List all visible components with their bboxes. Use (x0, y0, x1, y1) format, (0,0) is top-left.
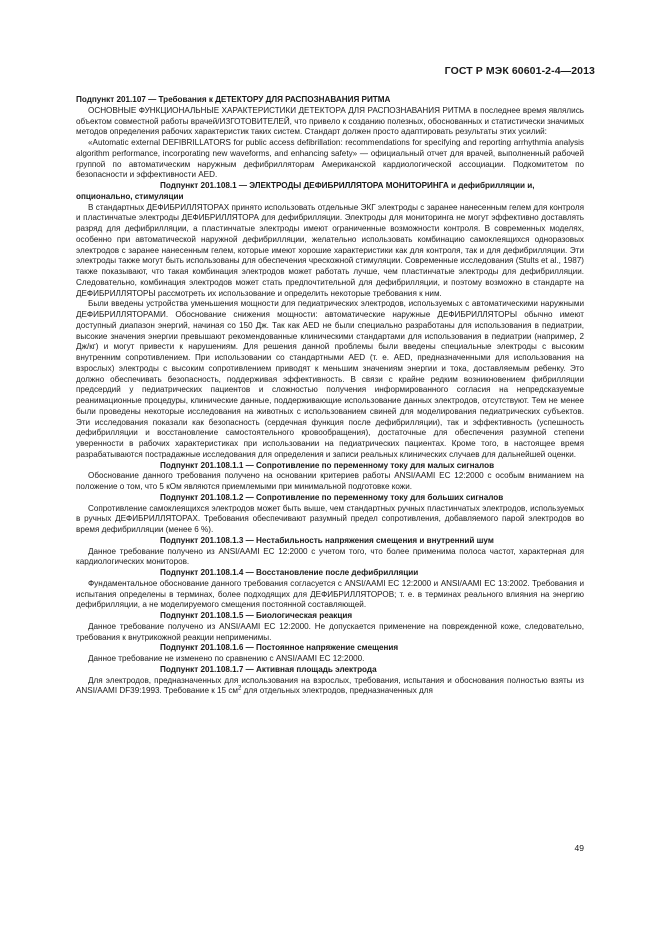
section-heading: Подпункт 201.108.1.3 — Нестабильность напряжения смещения и внутренний шум (160, 535, 494, 545)
page-number: 49 (574, 843, 584, 853)
section-heading: Подпункт 201.107 — Требования к ДЕТЕКТОРУ ДЛЯ РАСПОЗНАВАНИЯ РИТМА (76, 95, 391, 104)
section-heading: Подпункт 201.108.1.1 — Сопротивление по переменному току для малых сигналов (160, 460, 495, 470)
section-heading: Подпункт 201.108.1.5 — Биологическая реакция (160, 611, 353, 620)
body-paragraph: Данное требование получено из ANSI/AAMI EC 12:2000. Не допускается применение на поврежденной коже, следовательно, требования к внутрикожной реакции неприменимы. (76, 621, 584, 642)
section-heading: Подпункт 201.108.1.7 — Активная площадь электрода (160, 664, 377, 674)
superscript: 2 (237, 685, 242, 692)
body-paragraph: Обоснование данного требования получено на основании критериев работы ANSI/AAMI EC 12:2000 с особым вниманием на положение о том, что 5 кОм являются приемлемыми при минимальной подготовке кожи. (76, 471, 584, 491)
document-body (76, 95, 584, 697)
section-heading: Подпункт 201.108.1.2 — Сопротивление по переменному току для больших сигналов (160, 492, 504, 502)
body-paragraph: В стандартных ДЕФИБРИЛЛЯТОРАХ принято использовать отдельные ЭКГ электроды с заранее нанесенным гелем для контроля и пластинчатые электроды ДЕФИБРИЛЛЯТОРА для дефибрилляции. Электроды для мониторинга не могут эффективно доставлять разряд для дефибрилляции, а пластинчатые электроды имеют ограниченные возможности контроля. В современных моделях, особенно при автоматической наружной дефибрилляции, желательно использовать комбинацию самоклеящихся одноразовых электродов с заранее нанесенным гелем, которые имеют хорошие характеристики как для контроля, так и для дефибрилляции. Эти электроды также могут быть использованы для обеспечения чрескожной стимуляции. Современные исследования (Stults et al., 1987) также показывают, что такая комбинация электродов может работать лучше, чем пластинчатые электроды для дефибрилляции. Следовательно, комбинация электродов может стать предпочтительной для дефибрилляции, и поэтому возможно в стандарте на ДЕФИБРИЛЛЯТОРЫ рассмотреть их использование и определить некоторые требования к ним. (76, 202, 584, 298)
body-paragraph: Были введены устройства уменьшения мощности для педиатрических электродов, используемых с автоматическими наружными ДЕФИБРИЛЛЯТОРАМИ. Обоснование снижения мощности: автоматические наружные ДЕФИБРИЛЛЯТОРЫ обычно имеют доступный диапазон энергий, начиная со 150 Дж. Так как AED не были специально разработаны для использования в педиатрии, высокие значения энергии превышают рекомендованные клиническими стандартами для использования в педиатрии (например, 2 Дж/кг) и могут привести к нарушениям. Для решения данной проблемы были введены специальные электроды с высоким внутренним сопротивлением. При использовании со стандартными AED (т. е. AED, предназначенными для использования на взрослых) электроды с высоким сопротивлением приводят к меньшим значениям энергии и тока, доставляемым ребенку. Это должно обеспечивать безопасность, поддерживая эффективность. В связи с крайне редким возникновением фибрилляции предсердий у педиатрических пациентов и сложностью получения информированного согласия на непредсказуемые реанимационные процедуры, клинические данные, поддерживающие использование данных электродов, отсутствуют. Тем не менее были проведены некоторые исследования на животных с использованием свиней для моделирования педиатрических субъектов. Эти исследования показали как безопасность (сердечная функция после дефибрилляции), так и эффективность (успешность дефибрилляции и восстановление самостоятельного кровообращения), достаточные для обеспечения разумной степени уверенности в рабочих характеристиках при использовании на педиатрических пациентах. Кроме того, в настоящее время разрабатываются пострадажные исследования для определения и записи реальных клинических случаев для дальнейшей оценки. (76, 299, 584, 459)
body-paragraph: Сопротивление самоклеящихся электродов может быть выше, чем стандартных ручных пластинчатых электродов, используемых в ручных ДЕФИБРИЛЛЯТОРАХ. Требования обеспечивают разумный предел сопротивления, добавляемого парой электродов во время дефибрилляции (менее 6 %). (76, 503, 584, 534)
paragraph-text-tail: для отдельных электродов, предназначенных для (241, 686, 433, 696)
section-heading: Подпункт 201.108.1.4 — Восстановление после дефибрилляции (160, 568, 419, 577)
body-paragraph: Фундаментальное обоснование данного требования согласуется с ANSI/AAMI EC 12:2000 и ANSI/AAMI EC 13:2002. Требования и испытания определены в терминах, более подходящих для ДЕФИБРИЛЛЯТОРОВ; т. е. в терминах реального влияния на энергию дефибрилляции, а не моделируемого смещения постоянной составляющей. (76, 578, 584, 610)
body-paragraph (76, 676, 584, 698)
body-paragraph: «Automatic external DEFIBRILLATORS for public access defibrillation: recommendations for specifying and reporting arrhythmia analysis algorithm performance, incorporating new waveforms, and enhancing safety» — официальный отчет для врачей, выполненный рабочей группой по автоматическим наружным дефибрилляторам Американской кардиологической ассоциации. Подкомитетом по безопасности и эффективности AED. (76, 138, 584, 180)
section-heading: Подпункт 201.108.1 — ЭЛЕКТРОДЫ ДЕФИБРИЛЛЯТОРА МОНИТОРИНГА и дефибрилляции и, опционально, стимуляции (76, 181, 535, 201)
paragraph-text: Для электродов, предназначенных для использования на взрослых, требования, испытания и обоснования полностью взяты из ANSI/AAMI DF39:1993. Требование к 15 см (76, 675, 584, 696)
body-paragraph: ОСНОВНЫЕ ФУНКЦИОНАЛЬНЫЕ ХАРАКТЕРИСТИКИ ДЕТЕКТОРА ДЛЯ РАСПОЗНАВАНИЯ РИТМА в последнее время являлись объектом совместной работы врачей/ИЗГОТОВИТЕЛЕЙ, что привело к созданию полезных, обоснованных и статистически значимых методов определения рабочих характеристик таких систем. Стандарт должен просто адаптировать результаты этих усилий: (76, 105, 584, 137)
section-heading: Подпункт 201.108.1.6 — Постоянное напряжение смещения (160, 643, 399, 653)
body-paragraph: Данное требование получено из ANSI/AAMI EC 12:2000 с учетом того, что более применима полоса частот, характерная для кардиологических мониторов. (76, 546, 584, 567)
standard-header: ГОСТ Р МЭК 60601-2-4—2013 (444, 65, 595, 77)
body-paragraph: Данное требование не изменено по сравнению с ANSI/AAMI EC 12:2000. (88, 654, 365, 663)
